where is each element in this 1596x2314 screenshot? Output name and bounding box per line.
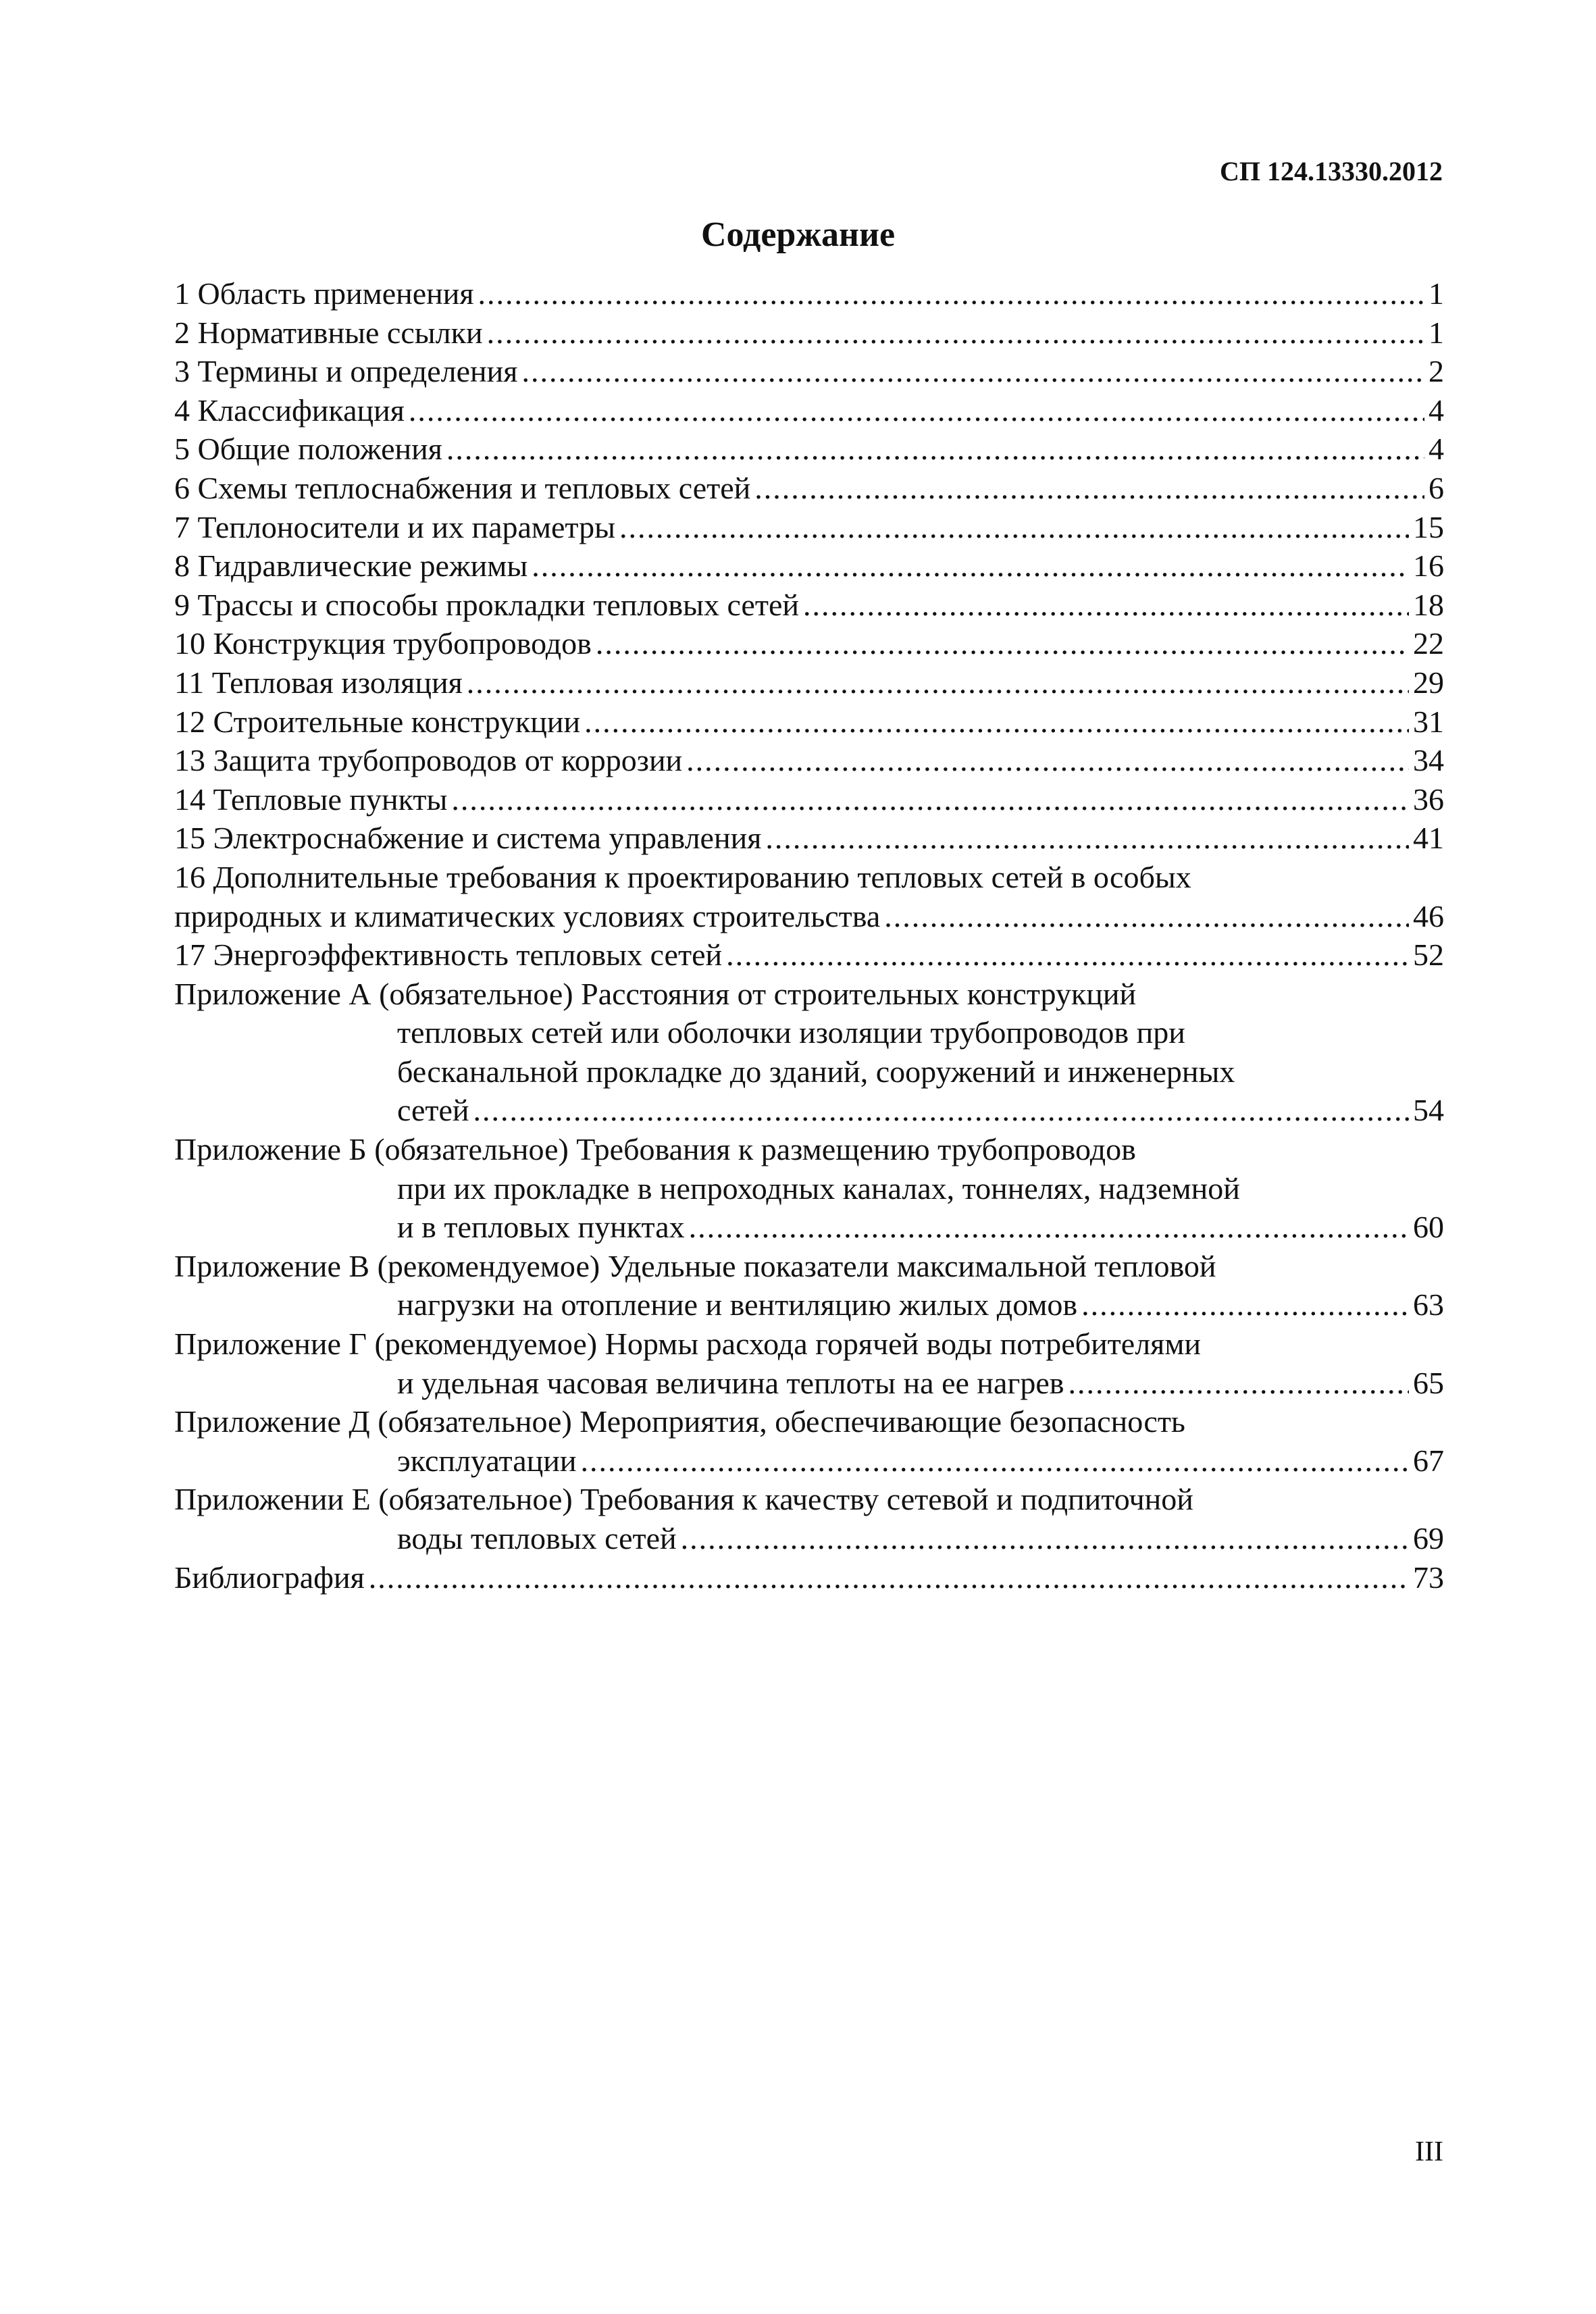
toc-entry-14[interactable]: 14 Тепловые пункты ..... 36 [174, 780, 1444, 819]
toc-appendix-b-line1[interactable]: Приложение Б (обязательное) Требования к размещению трубопроводов [174, 1132, 1136, 1167]
toc-entry-17[interactable]: 17 Энергоэффективность тепловых сетей ..... 52 [174, 935, 1444, 975]
page-title: Содержание [700, 215, 896, 254]
toc-entry-16-line1[interactable]: 16 Дополнительные требования к проектированию тепловых сетей в особых [174, 859, 1191, 894]
toc-appendix-d-line1[interactable]: Приложение Д (обязательное) Мероприятия, обеспечивающие безопасность [174, 1404, 1185, 1439]
toc-entry-4[interactable]: 4 Классификация ..... 4 [174, 391, 1444, 430]
toc-appendix-a-line2[interactable]: тепловых сетей или оболочки изоляции трубопроводов при [397, 1015, 1185, 1050]
page-number: III [1415, 2136, 1443, 2167]
toc-appendix-d[interactable]: эксплуатации ..... 67 [174, 1441, 1444, 1481]
toc-entry-9[interactable]: 9 Трассы и способы прокладки тепловых сетей ..... 18 [174, 586, 1444, 625]
toc-entry-2[interactable]: 2 Нормативные ссылки ..... 1 [174, 313, 1444, 353]
toc-appendix-g[interactable]: и удельная часовая величина теплоты на ее нагрев ..... 65 [174, 1364, 1444, 1403]
toc-entry-13[interactable]: 13 Защита трубопроводов от коррозии ..... 34 [174, 741, 1444, 780]
toc-entry-1[interactable]: 1 Область применения ..... 1 [174, 274, 1444, 313]
toc-entry-8[interactable]: 8 Гидравлические режимы ..... 16 [174, 546, 1444, 586]
toc-entry-3[interactable]: 3 Термины и определения ..... 2 [174, 352, 1444, 391]
toc-appendix-v-line1[interactable]: Приложение В (рекомендуемое) Удельные показатели максимальной тепловой [174, 1248, 1216, 1283]
toc-entry-12[interactable]: 12 Строительные конструкции ..... 31 [174, 702, 1444, 742]
toc-entry-7[interactable]: 7 Теплоносители и их параметры ..... 15 [174, 508, 1444, 547]
toc-appendix-e[interactable]: воды тепловых сетей ..... 69 [174, 1519, 1444, 1558]
toc-appendix-b[interactable]: и в тепловых пунктах ..... 60 [174, 1208, 1444, 1247]
toc-entry-11[interactable]: 11 Тепловая изоляция ..... 29 [174, 663, 1444, 702]
toc-bibliography[interactable]: Библиография ..... 73 [174, 1558, 1444, 1597]
toc-entry-15[interactable]: 15 Электроснабжение и система управления ..... 41 [174, 819, 1444, 858]
toc-entry-5[interactable]: 5 Общие положения ..... 4 [174, 430, 1444, 469]
toc-appendix-g-line1[interactable]: Приложение Г (рекомендуемое) Нормы расхода горячей воды потребителями [174, 1327, 1202, 1362]
toc-appendix-b-line2[interactable]: при их прокладке в непроходных каналах, тоннелях, надземной [397, 1171, 1240, 1206]
toc-appendix-v[interactable]: нагрузки на отопление и вентиляцию жилых домов ..... 63 [174, 1285, 1444, 1325]
toc-entry-16[interactable]: природных и климатических условиях строительства ..... 46 [174, 897, 1444, 936]
toc-entry-6[interactable]: 6 Схемы теплоснабжения и тепловых сетей ..... 6 [174, 469, 1444, 508]
toc-appendix-e-line1[interactable]: Приложении Е (обязательное) Требования к качеству сетевой и подпиточной [174, 1482, 1193, 1517]
toc-appendix-a-line1[interactable]: Приложение А (обязательное) Расстояния от строительных конструкций [174, 976, 1137, 1011]
toc-appendix-a-line3[interactable]: бесканальной прокладке до зданий, сооружений и инженерных [397, 1054, 1235, 1089]
toc-appendix-a[interactable]: сетей ..... 54 [174, 1091, 1444, 1130]
document-code: СП 124.13330.2012 [1220, 156, 1443, 186]
toc-entry-10[interactable]: 10 Конструкция трубопроводов ..... 22 [174, 624, 1444, 663]
table-of-contents [174, 274, 1444, 1597]
